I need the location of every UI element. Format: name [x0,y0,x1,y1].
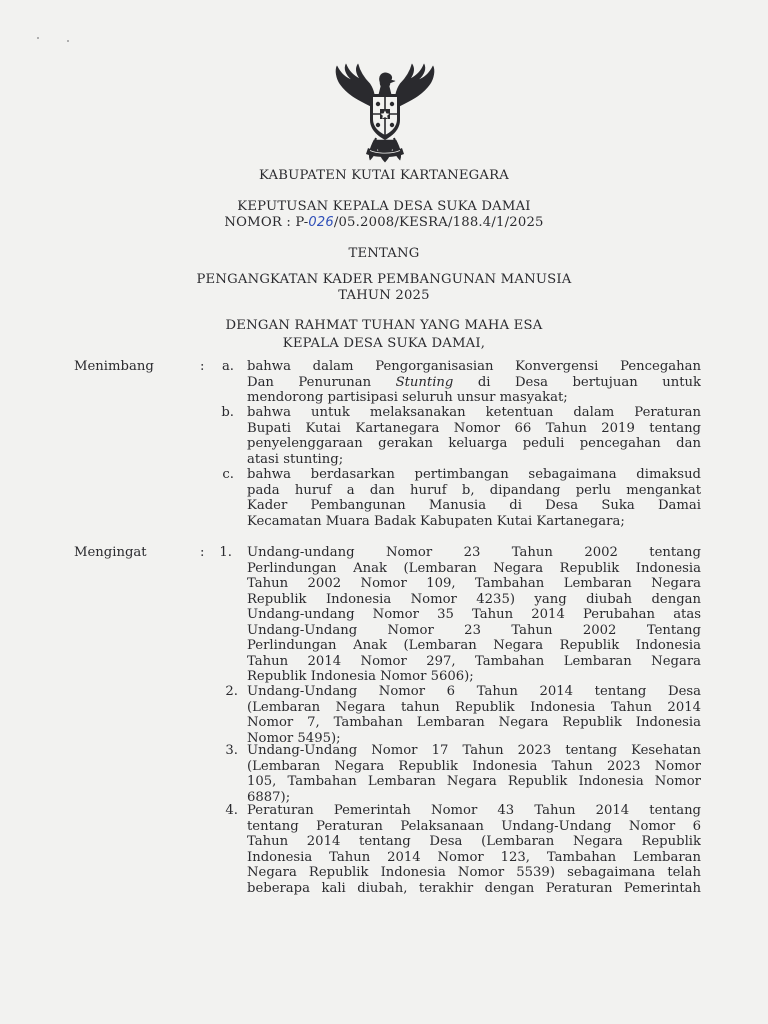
menimbang-marker: c. [222,467,234,482]
text-line: Bupati Kutai Kartanegara Nomor 66 Tahun 2019 tentang [247,420,701,436]
text-line: atasi stunting; [247,451,344,467]
text-line: bahwa untuk melaksanakan ketentuan dalam Peraturan [247,405,701,420]
text-line: Undang-undang Nomor 23 Tahun 2002 tentang [247,545,701,560]
mengingat-colon: : [200,545,205,560]
scan-speck [37,37,39,39]
mengingat-item [247,803,701,896]
italic-term: Stunting [395,374,454,390]
text-line: Undang-Undang Nomor 23 Tahun 2002 Tentang [247,622,701,638]
text-line: Republik Indonesia Nomor 4235) yang diubah dengan [247,591,701,607]
decree-subject-line-1: PENGANGKATAN KADER PEMBANGUNAN MANUSIA [196,272,572,287]
menimbang-item [247,359,701,406]
decree-title: KEPUTUSAN KEPALA DESA SUKA DAMAI [237,199,531,214]
text-line: 6887); [247,789,291,805]
text-line: tentang Peraturan Pelaksanaan Undang-Undang Nomor 6 [247,818,701,834]
text-line: penyelenggaraan gerakan keluarga peduli pencegahan dan [247,436,701,451]
menimbang-label: Menimbang [74,359,154,374]
text-line: (Lembaran Negara tahun Republik Indonesia Tahun 2014 [247,699,701,715]
text-line: Indonesia Tahun 2014 Nomor 123, Tambahan Lembaran [247,849,701,865]
text-line: Peraturan Pemerintah Nomor 43 Tahun 2014 tentang [247,803,701,818]
mengingat-marker: 2. [225,684,238,699]
text-line: (Lembaran Negara Republik Indonesia Tahun 2023 Nomor [247,758,701,774]
menimbang-marker: b. [221,405,234,420]
text-line: bahwa berdasarkan pertimbangan sebagaimana dimaksud [247,467,701,482]
mengingat-marker: 4. [225,803,238,818]
mengingat-marker: 1. [219,545,232,560]
decree-subject-line-2: TAHUN 2025 [338,288,430,303]
text-line: mendorong partisipasi seluruh unsur masyakat; [247,390,568,405]
garuda-emblem-icon [330,62,440,164]
mengingat-item [247,684,701,746]
mengingat-item [247,545,701,685]
text-line: Tahun 2014 Nomor 297, Tambahan Lembaran Negara [247,653,701,669]
text-line: Kader Pembangunan Manusia di Desa Suka Damai [247,498,701,513]
text-line: Undang-Undang Nomor 6 Tahun 2014 tentang Desa [247,684,701,699]
mengingat-marker: 3. [225,743,238,758]
menimbang-item [247,405,701,467]
menimbang-item [247,467,701,529]
text-line: bahwa dalam Pengorganisasian Konvergensi Pencegahan [247,359,701,374]
text-line: Kecamatan Muara Badak Kabupaten Kutai Kartanegara; [247,513,625,529]
decree-number-handwritten: 026 [308,215,334,230]
text-line: pada huruf a dan huruf b, dipandang perlu mengankat [247,482,701,498]
tentang-heading: TENTANG [348,246,420,261]
text-line: Perlindungan Anak (Lembaran Negara Republik Indonesia [247,560,701,576]
text-line: Negara Republik Indonesia Nomor 5539) sebagaimana telah [247,865,701,880]
menimbang-colon: : [200,359,205,374]
mengingat-label: Mengingat [74,545,147,560]
text-line: Undang-Undang Nomor 17 Tahun 2023 tentang Kesehatan [247,743,701,758]
text-line: Republik Indonesia Nomor 5606); [247,669,474,684]
menimbang-marker: a. [221,359,234,374]
text-line: Tahun 2014 tentang Desa (Lembaran Negara Republik [247,834,701,849]
scan-speck [67,40,69,42]
text-line: Nomor 7, Tambahan Lembaran Negara Republik Indonesia [247,715,701,730]
text-line: Tahun 2002 Nomor 109, Tambahan Lembaran Negara [247,576,701,591]
text-line: Perlindungan Anak (Lembaran Negara Republik Indonesia [247,638,701,653]
text-line: beberapa kali diubah, terakhir dengan Peraturan Pemerintah [247,880,701,896]
mengingat-item [247,743,701,805]
text-line: Dan Penurunan Stunting di Desa bertujuan untuk [247,374,701,390]
decree-number-prefix: NOMOR : P- [224,215,309,230]
text-line: Nomor 5495); [247,730,341,746]
decree-number-suffix: /05.2008/KESRA/188.4/1/2025 [333,215,544,230]
invocation: DENGAN RAHMAT TUHAN YANG MAHA ESA [225,318,543,333]
text-line: 105, Tambahan Lembaran Negara Republik Indonesia Nomor [247,774,701,789]
text-line: Undang-undang Nomor 35 Tahun 2014 Perubahan atas [247,607,701,622]
decree-number [0,215,768,230]
regency-title: KABUPATEN KUTAI KARTANEGARA [259,168,509,183]
issuer: KEPALA DESA SUKA DAMAI, [282,336,486,351]
